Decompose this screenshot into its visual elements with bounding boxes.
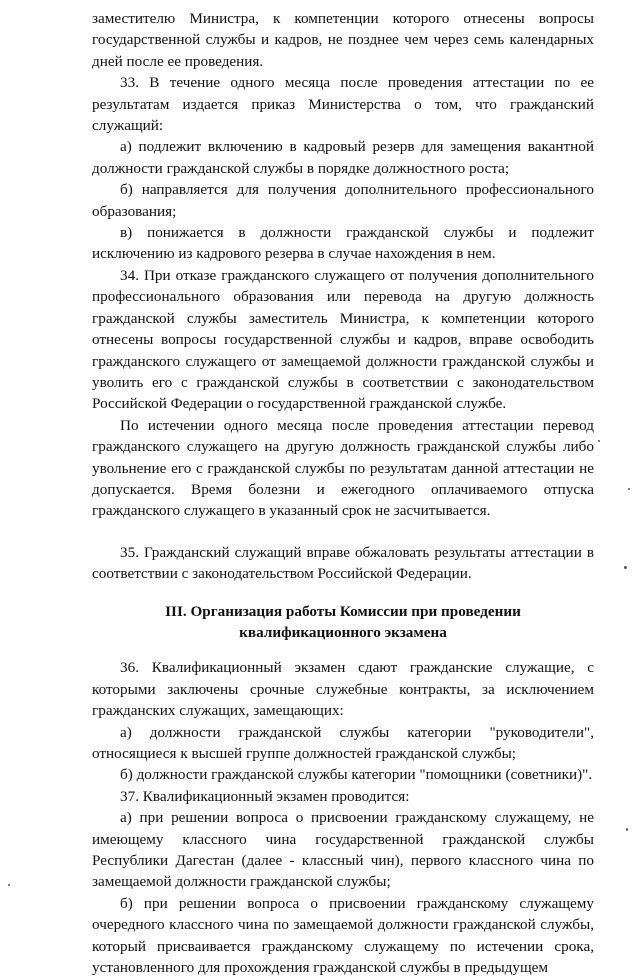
section-heading-line-1: III. Организация работы Комиссии при проведении (165, 602, 521, 620)
paragraph-37: 37. Квалификационный экзамен проводится: (120, 787, 410, 805)
paragraph-35: 35. Гражданский служащий вправе обжаловать результаты аттестации в соответствии с законодательством Российской Федерации. (92, 543, 594, 583)
paragraph-37-a: а) при решении вопроса о присвоении гражданскому служащему, не имеющему классного чина государственной гражданской службы Республики Дагестан (далее - классный чин), первого классного чина по замещаемой должности гражданской службы; (92, 809, 594, 891)
paragraph-33: 33. В течение одного месяца после проведения аттестации по ее результатам издается приказ Министерства о том, что гражданский служащий: (92, 74, 594, 135)
scan-speck (8, 884, 10, 886)
paragraph-33-b: б) направляется для получения дополнительного профессионального образования; (92, 181, 594, 220)
paragraph-continuation: заместителю Министра, к компетенции которого отнесены вопросы государственной службы и кадров, не позднее чем через семь календарных дней после ее проведения. (92, 10, 594, 70)
paragraph-34-continued: По истечении одного месяца после проведения аттестации перевод гражданского служащего на другую должность гражданской службы либо увольнение его с гражданской службы по результатам данной аттестации не допускается. Время болезни и ежегодного оплачиваемого отпуска гражданского служащего в указанный срок не засчитывается. (92, 416, 594, 520)
scan-speck (624, 566, 627, 569)
paragraph-33-v: в) понижается в должности гражданской службы и подлежит исключению из кадрового резерва в случае нахождения в нем. (92, 224, 594, 263)
scan-speck (626, 828, 628, 831)
document-page (92, 8, 594, 978)
paragraph-37-b: б) при решении вопроса о присвоении гражданскому служащему очередного классного чина по замещаемой должности гражданской службы, который присваивается гражданскому служащему по истечении срока, установленного для прохождения гражданской службы в предыдущем (92, 894, 594, 977)
section-heading (92, 601, 594, 644)
paragraph-33-a: а) подлежит включению в кадровый резерв для замещения вакантной должности гражданской службы в порядке должностного роста; (92, 138, 594, 177)
paragraphs-bottom (92, 657, 594, 978)
paragraph-36: 36. Квалификационный экзамен сдают гражданские служащие, с которыми заключены срочные служебные контракты, за исключением гражданских служащих, замещающих: (92, 659, 594, 720)
paragraph-34: 34. При отказе гражданского служащего от получения дополнительного профессионального образования или перевода на другую должность гражданской службы заместитель Министра, к компетенции которого отнесены вопросы государственной службы и кадров, вправе освободить гражданского служащего от замещаемой должности гражданской службы и уволить его с гражданской службы в соответствии с законодательством Российской Федерации о государственной гражданской службе. (92, 266, 594, 413)
paragraph-36-b: б) должности гражданской службы категории "помощники (советники)". (120, 766, 593, 784)
scan-speck (598, 440, 600, 442)
paragraphs-top (92, 8, 594, 522)
paragraph-36-a: а) должности гражданской службы категории "руководители", относящиеся к высшей группе должностей гражданской службы; (92, 723, 594, 762)
section-heading-line-2: квалификационного экзамена (239, 623, 447, 641)
scan-speck (628, 488, 630, 490)
